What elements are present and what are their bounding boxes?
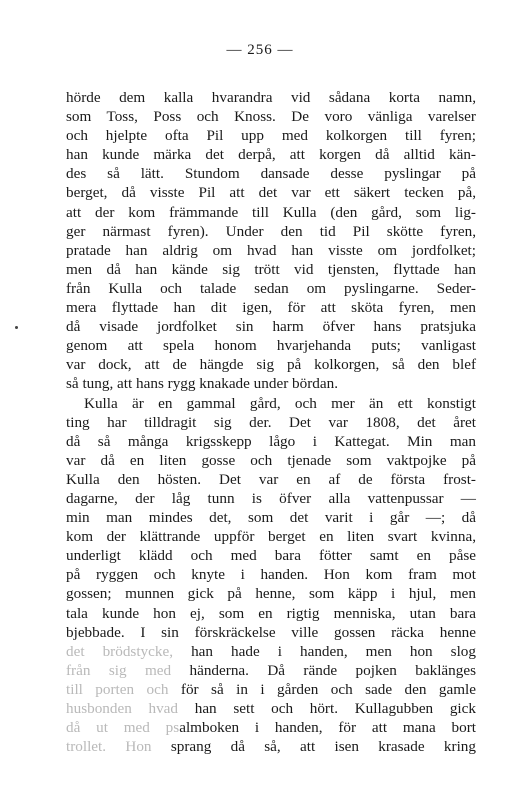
text-line bbox=[66, 584, 476, 603]
line-text: för så in i gården och sade den gamle bbox=[168, 680, 476, 698]
text-line bbox=[66, 336, 476, 355]
text-line bbox=[66, 661, 476, 680]
line-text: som Toss, Poss och Knoss. De voro vänliga varelser bbox=[66, 108, 476, 126]
text-line bbox=[66, 317, 476, 336]
line-text: underligt klädd och med bara fötter samt en påse bbox=[66, 547, 476, 565]
faded-text: från sig med bbox=[66, 661, 172, 679]
text-line bbox=[66, 203, 476, 222]
line-text: gossen; munnen gick på henne, som käpp i hjul, men bbox=[66, 585, 476, 603]
line-text: då så många krigsskepp lågo i Kattegat. Min man bbox=[66, 432, 476, 450]
text-line bbox=[66, 737, 476, 756]
text-line bbox=[66, 413, 476, 432]
text-line bbox=[66, 642, 476, 661]
text-line bbox=[66, 546, 476, 565]
line-text: men då han kände sig trött vid tjensten, flyttade han bbox=[66, 260, 476, 278]
line-text: kom der klättrande uppför berget en liten svart kvinna, bbox=[66, 528, 476, 546]
line-text: genom att spela honom hvarjehanda puts; vanligast bbox=[66, 337, 476, 355]
text-line bbox=[66, 107, 476, 126]
line-text: sprang då så, att isen krasade kring bbox=[151, 738, 476, 756]
margin-mark bbox=[15, 326, 18, 329]
text-line bbox=[66, 470, 476, 489]
line-text: almboken i handen, för att mana bort bbox=[179, 719, 476, 737]
line-text: tala kunde hon ej, som en rigtig menniska, utan bara bbox=[66, 604, 476, 622]
line-text: från Kulla och talade sedan om pyslingarne. Seder- bbox=[66, 279, 476, 297]
line-text: mera flyttade han dit igen, för att sköta fyren, men bbox=[66, 299, 476, 317]
line-text: var dock, att de hängde sig på kolkorgen, så den blef bbox=[66, 356, 476, 374]
text-line bbox=[66, 565, 476, 584]
faded-text: det brödstycke, bbox=[66, 642, 174, 660]
text-line bbox=[66, 451, 476, 470]
line-text: Kulla är en gammal gård, och mer än ett konstigt bbox=[84, 394, 476, 412]
text-line bbox=[66, 508, 476, 527]
text-line bbox=[66, 164, 476, 183]
faded-text: husbonden hvad bbox=[66, 700, 179, 717]
text-line bbox=[66, 699, 476, 718]
line-text: han sett och hört. Kullagubben gick bbox=[178, 700, 476, 717]
line-text: och hjelpte ofta Pil upp med kolkorgen till fyren; bbox=[66, 127, 476, 145]
body-text bbox=[66, 88, 476, 756]
text-line bbox=[66, 527, 476, 546]
line-text: Kulla den hösten. Det var en af de första frost- bbox=[66, 470, 476, 488]
faded-text: då ut med ps bbox=[66, 719, 180, 737]
line-text: händerna. Då rände pojken baklänges bbox=[171, 661, 477, 679]
text-line bbox=[66, 222, 476, 241]
line-text: berget, då visste Pil att det var ett säkert tecken på, bbox=[66, 184, 476, 202]
text-line bbox=[66, 680, 476, 699]
text-line bbox=[66, 88, 476, 107]
line-text: dagarne, der låg tunn is öfver alla vattenpussar — bbox=[66, 489, 476, 507]
line-text: ting har tilldragit sig der. Det var 1808, det året bbox=[66, 413, 476, 431]
line-text: på ryggen och knyte i handen. Hon kom fram mot bbox=[66, 566, 476, 584]
page-number: — 256 — bbox=[226, 42, 294, 58]
text-line bbox=[66, 279, 476, 298]
line-text: han kunde märka det derpå, att korgen då alltid kän- bbox=[66, 146, 476, 164]
line-text: ger närmast fyren). Under den tid Pil skötte fyren, bbox=[66, 222, 476, 240]
text-line bbox=[66, 623, 476, 642]
text-line bbox=[66, 145, 476, 164]
text-line bbox=[66, 183, 476, 202]
text-line bbox=[66, 604, 476, 623]
line-text: hörde dem kalla hvarandra vid sådana korta namn, bbox=[66, 89, 476, 106]
faded-text: trollet. Hon bbox=[66, 738, 152, 756]
text-line bbox=[66, 355, 476, 374]
text-line bbox=[66, 432, 476, 451]
line-text: min man mindes det, som det varit i går —; då bbox=[66, 509, 476, 527]
line-text: då visade jordfolket sin harm öfver hans pratsjuka bbox=[66, 318, 476, 336]
line-text: bjebbade. I sin förskräckelse ville gossen räcka henne bbox=[66, 623, 476, 641]
text-line bbox=[66, 489, 476, 508]
line-text: des så lätt. Stundom dansade desse pyslingar på bbox=[66, 165, 476, 183]
text-line bbox=[66, 241, 476, 260]
text-line bbox=[66, 718, 476, 737]
line-text: att der kom främmande till Kulla (den gård, som lig- bbox=[66, 203, 476, 221]
line-text: pratade han aldrig om hvad han visste om jordfolket; bbox=[66, 241, 476, 259]
faded-text: till porten och bbox=[66, 680, 169, 698]
line-text: var då en liten gosse och tjenade som vaktpojke på bbox=[66, 451, 476, 469]
text-line bbox=[66, 374, 476, 393]
text-line bbox=[66, 298, 476, 317]
text-line bbox=[66, 394, 476, 413]
text-line bbox=[66, 260, 476, 279]
line-text: han hade i handen, men hon slog bbox=[173, 642, 476, 660]
text-line bbox=[66, 126, 476, 145]
line-text: så tung, att hans rygg knakade under bördan. bbox=[66, 375, 339, 393]
